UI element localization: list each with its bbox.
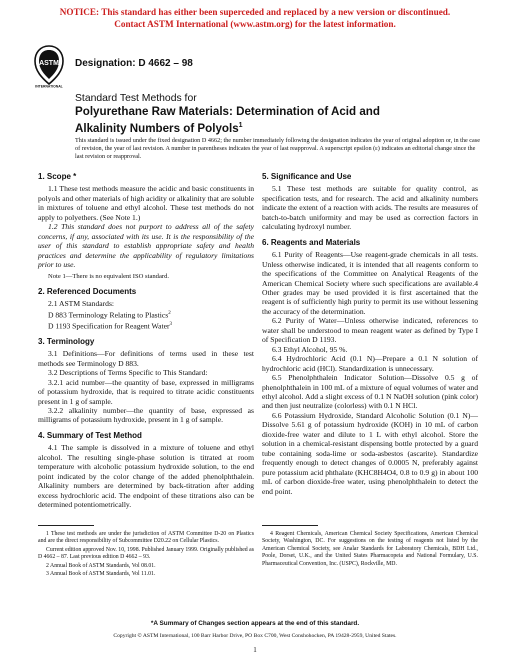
notice-line-2: Contact ASTM International (www.astm.org) for the latest information. bbox=[114, 19, 396, 29]
footnote-2: 2 Annual Book of ASTM Standards, Vol 08.01. bbox=[46, 562, 156, 569]
section-3-heading: 3. Terminology bbox=[38, 336, 95, 346]
para-3-2-1: 3.2.1 acid number—the quantity of base, expressed in milligrams of potassium hydroxide, that is required to titrate acidic constituents present in 1 g of sample. bbox=[38, 377, 254, 406]
para-6-3: 6.3 Ethyl Alcohol, 95 %. bbox=[272, 344, 348, 354]
title-line-1: Standard Test Methods for bbox=[75, 93, 197, 104]
notice-line-1: NOTICE: This standard has either been superceded and replaced by a new version or discontinued. bbox=[59, 7, 451, 17]
para-1-2: 1.2 This standard does not purport to address all of the safety concerns, if any, associated with its use. It is the responsibility of the user of this standard to establish appropriate safety and health practices and determine the applicability of regulatory limitations prior to use. bbox=[38, 222, 254, 270]
para-6-2: 6.2 Purity of Water—Unless otherwise indicated, references to water shall be understood to mean reagent water as defined by Type I of Specification D 1193. bbox=[262, 316, 478, 345]
footnote-1a: 1 These test methods are under the jurisdiction of ASTM Committee D-20 on Plastics and are the direct responsibility of Subcommittee D20.22 on Cellular Plastics. bbox=[38, 531, 254, 545]
footnote-rule-left bbox=[38, 525, 94, 526]
para-6-4: 6.4 Hydrochloric Acid (0.1 N)—Prepare a 0.1 N solution of hydrochloric acid (HCl). Standardization is unnecessary. bbox=[262, 354, 478, 373]
supersede-notice bbox=[0, 6, 510, 30]
para-6-5: 6.5 Phenolphthalein Indicator Solution—Dissolve 0.5 g of phenolphthalein in 100 mL of a mixture of equal volumes of water and ethyl alcohol. Add a slight excess of 0.1 N NaOH solution (pink color) and then just neutralize (colorless) with 0.1 N HCl. bbox=[262, 373, 478, 411]
summary-of-changes-note: *A Summary of Changes section appears at the end of this standard. bbox=[150, 620, 360, 627]
section-2-heading: 2. Referenced Documents bbox=[38, 286, 137, 296]
para-4-1: 4.1 The sample is dissolved in a mixture of toluene and ethyl alcohol. The resulting single-phase solution is titrated at room temperature with alcoholic potassium hydroxide solution, to the end point indicated by the color change of the added phenolphthalein. Alkalinity numbers are determined by back-titration after adding excess hydrochloric acid. The endpoint of these titrations also can be determined potentiometrically. bbox=[38, 443, 254, 510]
para-6-1: 6.1 Purity of Reagents—Use reagent-grade chemicals in all tests. Unless otherwise indicated, it is intended that all reagents conform to the specifications of the Committee on Analytical Reagents of the American Chemical Society where such specifications are available.4 Other grades may be used provided it is first ascertained that the reagent is of sufficiently high purity to permit its use without lessening the accuracy of the determination. bbox=[262, 250, 478, 316]
note-1: Note 1—There is no equivalent ISO standard. bbox=[48, 272, 170, 280]
ref-d1193: D 1193 Specification for Reagent Water$^3$ bbox=[48, 321, 172, 331]
title-line-3: Alkalinity Numbers of Polyols$^1$ bbox=[75, 121, 243, 135]
para-5-1: 5.1 These test methods are suitable for quality control, as specification tests, and for research. The acid and alkalinity numbers indicate the extent of a reaction with acids. The results are measures of batch-to-batch uniformity and may be used as correction factors in calculating hydroxyl number. bbox=[262, 184, 478, 232]
section-6-heading: 6. Reagents and Materials bbox=[262, 237, 361, 247]
designation: Designation: D 4662 – 98 bbox=[75, 58, 193, 69]
para-2-1: 2.1 ASTM Standards: bbox=[48, 299, 115, 309]
left-column bbox=[38, 172, 254, 510]
footnote-4: 4 Reagent Chemicals, American Chemical Society Specifications, American Chemical Society, Washington, DC. For suggestions on the testing of reagents not listed by the American Chemical Society, see Analar Standards for Laboratory Chemicals, BDH Ltd., Poole, Dorset, U.K., and the United States Pharmacopeia and National Formulary, U.S. Pharmaceutical Convention, Inc. (USPC), Rockville, MD. bbox=[262, 531, 478, 567]
title-line-2: Polyurethane Raw Materials: Determination of Acid and bbox=[75, 105, 380, 118]
ref-d883: D 883 Terminology Relating to Plastics$^2$ bbox=[48, 310, 171, 320]
section-5-heading: 5. Significance and Use bbox=[262, 172, 352, 181]
para-3-2: 3.2 Descriptions of Terms Specific to This Standard: bbox=[48, 368, 208, 378]
para-6-6: 6.6 Potassium Hydroxide, Standard Alcoholic Solution (0.1 N)—Dissolve 5.61 g of potassium hydroxide (KOH) in 10 mL of carbon dioxide-free water and dilute to 1 L with ethyl alcohol. Store the solution in a chemical-resistant dispensing bottle protected by a guard tube containing soda-lime or soda-asbestos (ascarite). Standardize frequently enough to detect changes of 0.0005 N, preferably against pure potassium acid phthalate (KHC8H4O4, 0.8 to 0.9 g) in about 100 mL of carbon dioxide-free water, using phenolphthalein to detect the end point. bbox=[262, 410, 478, 496]
section-4-heading: 4. Summary of Test Method bbox=[38, 430, 142, 440]
footnote-1b: Current edition approved Nov. 10, 1998. Published January 1999. Originally published as D 4662 – 87. Last previous edition D 4662 – 93. bbox=[38, 546, 254, 561]
para-1-1: 1.1 These test methods measure the acidic and basic constituents in polyols and other materials of high acidity or alkalinity that are soluble in mixtures of toluene and ethyl alcohol. These test methods do not apply to polyethers. (See Note 1.) bbox=[38, 184, 254, 222]
title-block bbox=[75, 92, 495, 135]
svg-text:ASTM: ASTM bbox=[39, 60, 59, 67]
para-3-1: 3.1 Definitions—For definitions of terms used in these test methods see Terminology D 883. bbox=[38, 349, 254, 368]
footnotes-left bbox=[38, 531, 254, 579]
footnote-rule-right bbox=[262, 525, 318, 526]
section-1-heading: 1. Scope * bbox=[38, 172, 77, 181]
issuance-statement: This standard is issued under the fixed designation D 4662; the number immediately following the designation indicates the year of original adoption or, in the case of revision, the year of last revision. A number in parentheses indicates the year of last reapproval. A superscript epsilon (ε) indicates an editorial change since the last revision or reapproval. bbox=[75, 137, 480, 161]
page-number: 1 bbox=[253, 646, 257, 654]
copyright-line: Copyright © ASTM International, 100 Barr Harbor Drive, PO Box C700, West Conshohocken, PA 19428-2959, United States. bbox=[113, 633, 397, 639]
svg-text:INTERNATIONAL: INTERNATIONAL bbox=[35, 84, 63, 88]
para-3-2-2: 3.2.2 alkalinity number—the quantity of base, expressed as milligrams of potassium hydroxide, present in 1 g of sample. bbox=[38, 406, 254, 425]
right-column bbox=[262, 172, 478, 496]
footnotes-right bbox=[262, 531, 478, 569]
footnote-3: 3 Annual Book of ASTM Standards, Vol 11.01. bbox=[46, 571, 156, 578]
astm-logo bbox=[32, 44, 66, 88]
